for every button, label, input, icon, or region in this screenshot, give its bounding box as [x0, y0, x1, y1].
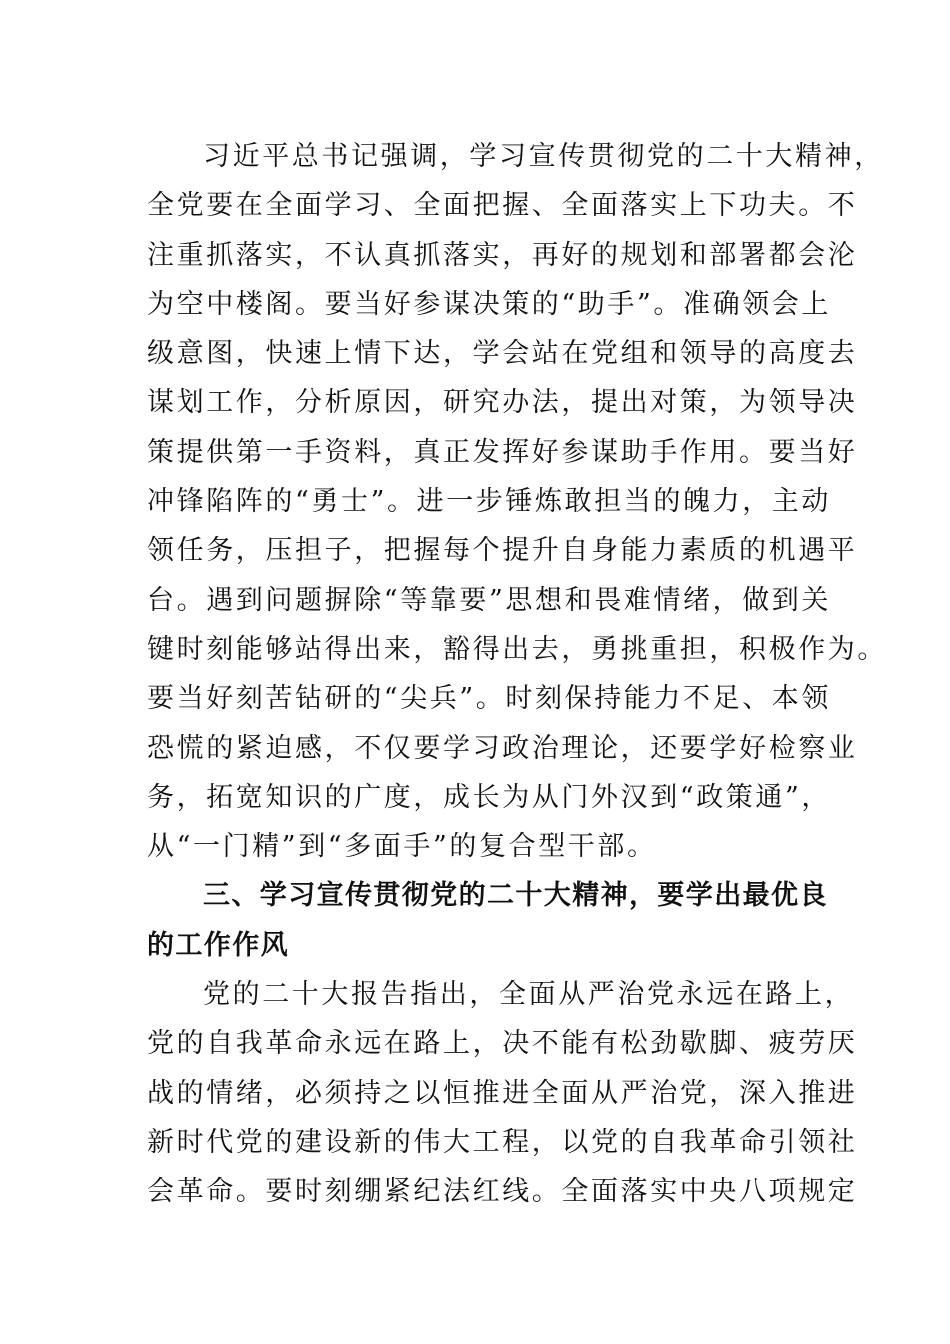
paragraph-line: 务，拓宽知识的广度，成长为从门外汉到“政策通”，: [147, 781, 832, 813]
paragraph-line: 台。遇到问题摒除“等靠要”思想和畏难情绪，做到关: [147, 584, 832, 616]
paragraph-line: 键时刻能够站得出来，豁得出去，勇挑重担，积极作为。: [147, 633, 887, 665]
paragraph-line: 习近平总书记强调，学习宣传贯彻党的二十大精神，: [203, 141, 884, 172]
paragraph-line: 从“一门精”到“多面手”的复合型干部。: [147, 831, 657, 863]
paragraph-line: 冲锋陷阵的“勇士”。进一步锤炼敢担当的魄力，主动: [147, 486, 832, 518]
section-heading: [147, 871, 827, 970]
paragraph-line: 党的自我革命永远在路上，决不能有松劲歇脚、疲劳厌: [147, 1028, 858, 1060]
body-paragraph: [147, 132, 887, 871]
heading-line: 的工作作风: [147, 929, 289, 961]
paragraph-line: 党的二十大报告指出，全面从严治党永远在路上，: [203, 979, 855, 1011]
document-body: [147, 132, 887, 1217]
heading-line: 三、学习宣传贯彻党的二十大精神，要学出最优良: [203, 880, 828, 912]
paragraph-line: 领任务，压担子，把握每个提升自身能力素质的机遇平: [147, 535, 858, 567]
paragraph-line: 谋划工作，分析原因，研究办法，提出对策，为领导决: [147, 387, 858, 419]
paragraph-line: 会革命。要时刻绷紧纪法红线。全面落实中央八项规定: [147, 1176, 858, 1208]
paragraph-line: 注重抓落实，不认真抓落实，再好的规划和部署都会沦: [147, 239, 858, 271]
body-paragraph: [147, 970, 858, 1216]
paragraph-line: 全党要在全面学习、全面把握、全面落实上下功夫。不: [147, 190, 858, 222]
paragraph-line: 为空中楼阁。要当好参谋决策的“助手”。准确领会上: [147, 288, 832, 320]
paragraph-line: 恐慌的紧迫感，不仅要学习政治理论，还要学好检察业: [147, 732, 858, 764]
paragraph-line: 要当好刻苦钻研的“尖兵”。时刻保持能力不足、本领: [147, 683, 832, 715]
paragraph-line: 策提供第一手资料，真正发挥好参谋助手作用。要当好: [147, 436, 858, 468]
paragraph-line: 战的情绪，必须持之以恒推进全面从严治党，深入推进: [147, 1077, 858, 1109]
paragraph-line: 新时代党的建设新的伟大工程，以党的自我革命引领社: [147, 1126, 858, 1158]
paragraph-line: 级意图，快速上情下达，学会站在党组和领导的高度去: [147, 338, 858, 370]
